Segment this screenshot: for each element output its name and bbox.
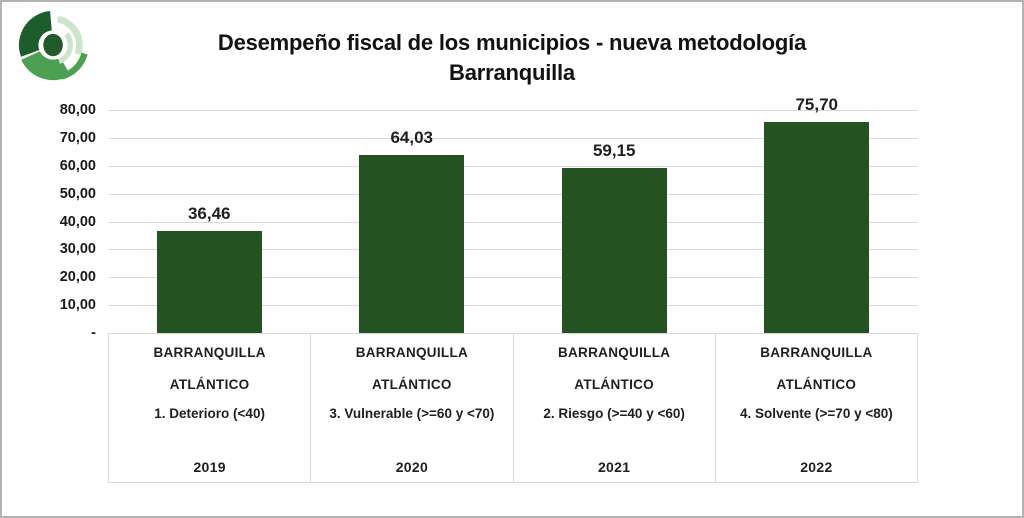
y-axis-tick-label: 80,00	[59, 102, 96, 118]
y-axis-tick-label: 10,00	[59, 297, 96, 313]
category-classification-label: 1. Deterioro (<40)	[154, 406, 265, 421]
bar-value-label: 75,70	[795, 95, 839, 114]
category-department-label: ATLÁNTICO	[372, 377, 452, 392]
category-table	[108, 333, 918, 483]
bar	[359, 155, 464, 333]
chart-title-line-2: Barranquilla	[449, 60, 575, 85]
category-year-label: 2022	[800, 459, 833, 475]
y-axis-tick-label: 30,00	[59, 241, 96, 257]
y-axis-tick-label: 60,00	[59, 158, 96, 174]
category-cell	[715, 334, 917, 482]
bar	[764, 122, 869, 333]
category-cell	[310, 334, 512, 482]
category-municipality-label: BARRANQUILLA	[355, 345, 469, 360]
y-axis-tick-label: 20,00	[59, 269, 96, 285]
category-classification-label: 4. Solvente (>=70 y <80)	[740, 406, 893, 421]
bar-value-label: 59,15	[592, 141, 636, 160]
category-classification-label: 2. Riesgo (>=40 y <60)	[543, 406, 685, 421]
category-department-label: ATLÁNTICO	[574, 377, 654, 392]
category-municipality-label: BARRANQUILLA	[557, 345, 671, 360]
category-year-label: 2021	[597, 459, 631, 475]
category-year-label: 2019	[193, 459, 226, 475]
bar-value-label: 64,03	[390, 128, 434, 147]
chart-title-line-1: Desempeño fiscal de los municipios - nueva metodología	[217, 30, 807, 55]
y-axis-tick-label: 40,00	[59, 214, 96, 230]
category-classification-label: 3. Vulnerable (>=60 y <70)	[329, 406, 495, 421]
category-municipality-label: BARRANQUILLA	[760, 345, 873, 360]
category-department-label: ATLÁNTICO	[776, 377, 857, 392]
y-axis-tick-label: 50,00	[59, 186, 96, 202]
chart-title	[2, 28, 1022, 88]
bar	[562, 168, 667, 333]
category-cell	[513, 334, 715, 482]
category-cell	[109, 334, 310, 482]
category-year-label: 2020	[395, 459, 429, 475]
bar	[157, 231, 262, 333]
bar-value-label: 36,46	[187, 204, 231, 223]
y-axis-tick-label: 70,00	[59, 130, 96, 146]
y-axis-tick-label: -	[91, 325, 96, 341]
category-department-label: ATLÁNTICO	[169, 377, 250, 392]
category-municipality-label: BARRANQUILLA	[153, 345, 266, 360]
